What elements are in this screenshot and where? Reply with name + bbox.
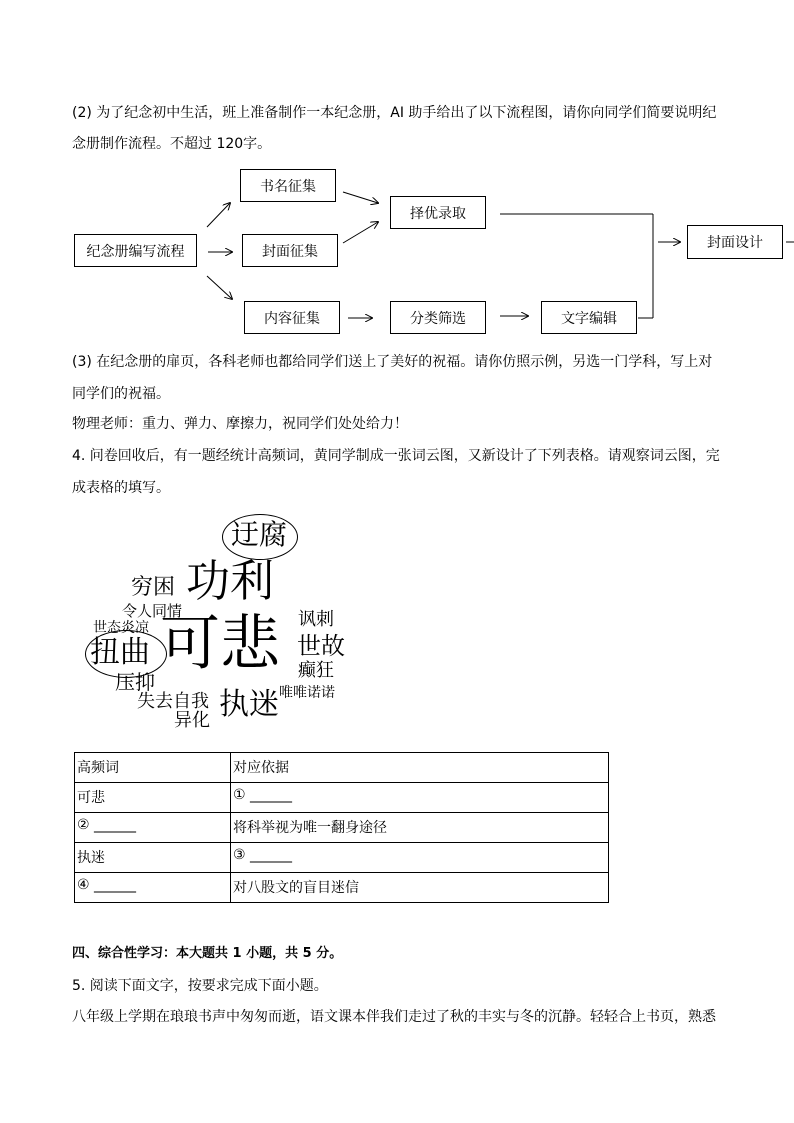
table-cell: 可悲 xyxy=(75,783,231,813)
flow-title-collect-label: 书名征集 xyxy=(260,178,316,195)
flow-title-collect-box xyxy=(240,169,336,202)
flow-text-edit-label: 文字编辑 xyxy=(561,310,617,327)
word-qiongkun: 穷困 xyxy=(131,575,176,600)
flow-classify-box xyxy=(390,301,486,334)
word-shitai: 世态炎凉 xyxy=(93,620,149,636)
table-cell-blank[interactable]: ④ ______ xyxy=(75,873,231,903)
word-diankuang: 癫狂 xyxy=(298,660,334,681)
word-yayi: 压抑 xyxy=(115,670,155,694)
table-cell-blank[interactable]: ① ______ xyxy=(231,783,609,813)
table-header-row xyxy=(75,753,609,783)
word-shiqu: 失去自我 xyxy=(137,691,209,712)
flow-select-best-label: 择优录取 xyxy=(410,205,466,222)
flow-cover-collect-label: 封面征集 xyxy=(262,243,318,260)
flow-content-collect-box xyxy=(244,301,340,334)
flow-cover-design-label: 封面设计 xyxy=(707,235,763,251)
flow-cover-design-box xyxy=(687,225,783,259)
q3-line2: 同学们的祝福。 xyxy=(72,386,170,402)
word-zhimi: 执迷 xyxy=(219,687,279,722)
table-header-cell: 高频词 xyxy=(75,753,231,783)
table-cell: 将科举视为唯一翻身途径 xyxy=(231,813,609,843)
word-yufu: 迂腐 xyxy=(231,518,288,551)
word-gongli: 功利 xyxy=(186,556,274,607)
word-weiwei: 唯唯诺诺 xyxy=(279,685,335,701)
table-row xyxy=(75,783,609,813)
flow-select-best-box xyxy=(390,196,486,229)
flow-content-collect-label: 内容征集 xyxy=(264,310,320,327)
word-shigu: 世故 xyxy=(297,632,345,660)
answer-table xyxy=(74,752,609,903)
word-kebei: 可悲 xyxy=(160,609,280,679)
table-row xyxy=(75,813,609,843)
table-row xyxy=(75,843,609,873)
flow-start-box xyxy=(74,234,197,267)
table-cell: 执迷 xyxy=(75,843,231,873)
flowchart-connectors xyxy=(0,0,794,340)
q5-paragraph: 八年级上学期在琅琅书声中匆匆而逝，语文课本伴我们走过了秋的丰实与冬的沉静。轻轻合上书页，熟悉 xyxy=(72,1009,716,1025)
q2-line2: 念册制作流程。不超过 120字。 xyxy=(72,136,272,152)
flow-text-edit-box xyxy=(541,301,637,334)
table-cell: 对八股文的盲目迷信 xyxy=(231,873,609,903)
table-header-cell: 对应依据 xyxy=(231,753,609,783)
flow-start-label: 纪念册编写流程 xyxy=(86,243,185,260)
q4-line1: 4. 问卷回收后，有一题经统计高频词，黄同学制成一张词云图，又新设计了下列表格。请观察词云图，完 xyxy=(72,448,720,464)
q3-line1: (3) 在纪念册的扉页，各科老师也都给同学们送上了美好的祝福。请你仿照示例，另选一门学科，写上对 xyxy=(72,354,713,370)
word-niuqu: 扭曲 xyxy=(90,635,150,670)
q2-line1: (2) 为了纪念初中生活，班上准备制作一本纪念册，AI 助手给出了以下流程图，请你向同学们简要说明纪 xyxy=(72,105,717,121)
flow-cover-collect-box xyxy=(242,234,338,267)
q4-line2: 成表格的填写。 xyxy=(72,480,170,496)
q5-intro: 5. 阅读下面文字，按要求完成下面小题。 xyxy=(72,978,328,994)
flow-classify-label: 分类筛选 xyxy=(410,310,466,327)
word-fengci: 讽刺 xyxy=(298,609,334,630)
section4-heading: 四、综合性学习：本大题共 1 小题，共 5 分。 xyxy=(72,946,343,961)
q3-example: 物理老师：重力、弹力、摩擦力，祝同学们处处给力！ xyxy=(72,416,408,432)
word-lingren: 令人同情 xyxy=(122,602,183,620)
table-cell-blank[interactable]: ② ______ xyxy=(75,813,231,843)
table-cell-blank[interactable]: ③ ______ xyxy=(231,843,609,873)
table-row xyxy=(75,873,609,903)
word-yihua: 异化 xyxy=(174,710,210,731)
